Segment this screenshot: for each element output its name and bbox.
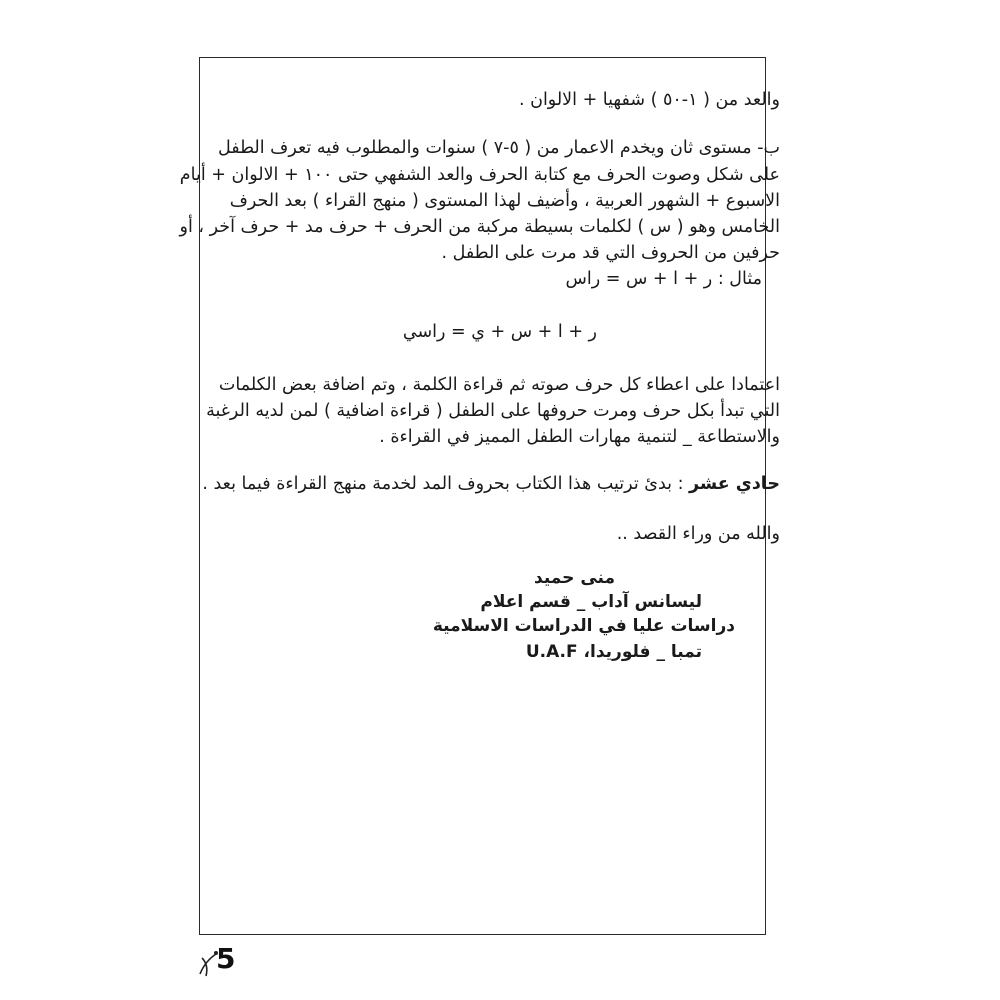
author-name: منى حميد [534, 568, 615, 588]
text-line-5: الخامس وهو ( س ) لكلمات بسيطة مركبة من الحرف + حرف مد + حرف آخر ، أو [179, 217, 780, 237]
section-eleven-line [202, 472, 780, 496]
example-line-2: ر + ا + س + ي = راسي [402, 322, 597, 342]
text-line-6: حرفين من الحروف التي قد مرت على الطفل . [441, 243, 780, 263]
text-line-2: ب- مستوى ثان ويخدم الاعمار من ( ٥-٧ ) سنوات والمطلوب فيه تعرف الطفل [217, 138, 780, 158]
author-location: تمبا _ فلوريدا، U.A.F [525, 642, 702, 662]
section-eleven-label: حادي عشر [689, 474, 780, 494]
author-studies: دراسات عليا في الدراسات الاسلامية [432, 616, 735, 636]
text-line-1: والعد من ( ١-٥٠ ) شفهيا + الالوان . [518, 90, 780, 110]
text-line-3: على شكل وصوت الحرف مع كتابة الحرف والعد الشفهي حتى ١٠٠ + الالوان + أيام [179, 165, 780, 185]
text-line-9: اعتمادا على اعطاء كل حرف صوته ثم قراءة الكلمة ، وتم اضافة بعض الكلمات [218, 375, 780, 395]
section-eleven-text: : بدئ ترتيب هذا الكتاب بحروف المد لخدمة منهج القراءة فيما بعد . [202, 474, 684, 494]
author-degree: ليسانس آداب _ قسم اعلام [480, 592, 702, 612]
text-line-4: الاسبوع + الشهور العربية ، وأضيف لهذا المستوى ( منهج القراء ) بعد الحرف [229, 191, 780, 211]
closing-line: والله من وراء القصد .. [616, 524, 780, 544]
page-number: 5 [216, 942, 236, 975]
example-line-1: مثال : ر + ا + س = راس [565, 269, 762, 289]
text-line-11: والاستطاعة _ لتنمية مهارات الطفل المميز في القراءة . [379, 427, 780, 447]
text-line-10: التي تبدأ بكل حرف ومرت حروفها على الطفل ( قراءة اضافية ) لمن لديه الرغبة [206, 401, 780, 421]
